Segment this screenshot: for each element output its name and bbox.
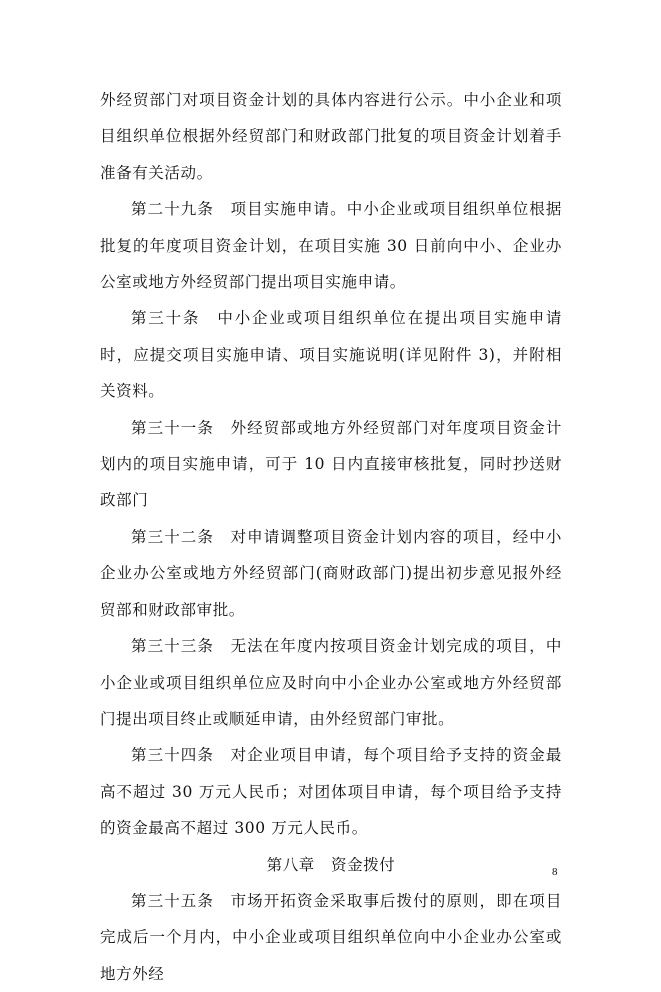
article-35: 第三十五条 市场开拓资金采取事后拨付的原则，即在项目完成后一个月内，中小企业或项目组织单位向中小企业办公室或地方外经 — [100, 891, 562, 983]
article-32: 第三十二条 对申请调整项目资金计划内容的项目，经中小企业办公室或地方外经贸部门(商财政部门)提出初步意见报外经贸部和财政部审批。 — [100, 527, 562, 619]
article-30: 第三十条 中小企业或项目组织单位在提出项目实施申请时，应提交项目实施申请、项目实施说明(详见附件 3)，并附相关资料。 — [100, 309, 562, 401]
article-29: 第二十九条 项目实施申请。中小企业或项目组织单位根据批复的年度项目资金计划，在项目实施 30 日前向中小、企业办公室或地方外经贸部门提出项目实施申请。 — [100, 200, 562, 292]
article-31: 第三十一条 外经贸部或地方外经贸部门对年度项目资金计划内的项目实施申请，可于 10 日内直接审核批复，同时抄送财政部门 — [100, 418, 562, 510]
document-body — [100, 82, 562, 992]
chapter-heading: 第八章 资金拨付 — [266, 855, 396, 874]
paragraph-continuation: 外经贸部门对项目资金计划的具体内容进行公示。中小企业和项目组织单位根据外经贸部门和财政部门批复的项目资金计划着手准备有关活动。 — [100, 91, 562, 182]
article-33: 第三十三条 无法在年度内按项目资金计划完成的项目，中小企业或项目组织单位应及时向中小企业办公室或地方外经贸部门提出项目终止或顺延申请，由外经贸部门审批。 — [100, 637, 562, 728]
article-34: 第三十四条 对企业项目申请，每个项目给予支持的资金最高不超过 30 万元人民币；对团体项目申请，每个项目给予支持的资金最高不超过 300 万元人民币。 — [100, 746, 562, 838]
page-number: 8 — [552, 866, 558, 878]
